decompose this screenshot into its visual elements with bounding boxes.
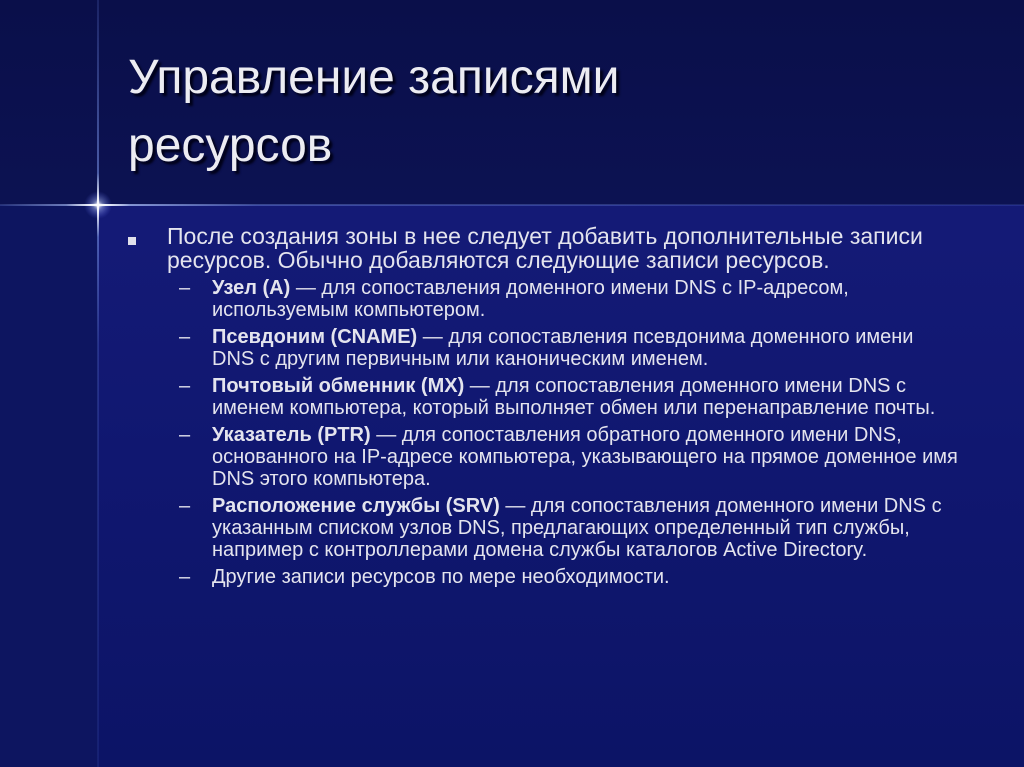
dash-icon: – bbox=[179, 326, 191, 348]
intro-text: После создания зоны в нее следует добавить дополнительные записи ресурсов. Обычно добавляются следующие записи ресурсов. bbox=[167, 223, 923, 273]
item-description: — для сопоставления доменного имени DNS с указанным списком узлов DNS, предлагающих определенный тип службы, например с контроллерами домена службы каталогов Active Directory. bbox=[212, 495, 942, 561]
vertical-accent-line bbox=[97, 0, 99, 767]
main-bullet bbox=[128, 224, 958, 272]
horizontal-accent-line bbox=[0, 204, 1024, 206]
list-item bbox=[179, 424, 958, 490]
dash-icon: – bbox=[179, 277, 191, 299]
dash-icon: – bbox=[179, 375, 191, 397]
dash-icon: – bbox=[179, 566, 191, 588]
page-title bbox=[128, 44, 988, 180]
item-description: — для сопоставления обратного доменного имени DNS, основанного на IP-адресе компьютера, указывающего на прямое доменное имя DNS этого компьютера. bbox=[212, 424, 958, 490]
item-description: — для сопоставления псевдонима доменного имени DNS с другим первичным или каноническим именем. bbox=[212, 326, 914, 370]
item-description: — для сопоставления доменного имени DNS с IP-адресом, используемым компьютером. bbox=[212, 277, 849, 321]
list-item bbox=[179, 566, 958, 588]
item-description: Другие записи ресурсов по мере необходимости. bbox=[212, 566, 670, 588]
item-term: Указатель (PTR) bbox=[212, 424, 371, 446]
title-line-1: Управление записями bbox=[128, 51, 620, 104]
dash-icon: – bbox=[179, 495, 191, 517]
dash-icon: – bbox=[179, 424, 191, 446]
item-term: Почтовый обменник (MX) bbox=[212, 375, 465, 397]
record-type-list bbox=[179, 277, 958, 588]
list-item bbox=[179, 495, 958, 561]
item-term: Псевдоним (CNAME) bbox=[212, 326, 418, 348]
square-bullet-icon bbox=[128, 237, 136, 245]
title-line-2: ресурсов bbox=[128, 119, 333, 172]
item-description: — для сопоставления доменного имени DNS с именем компьютера, который выполняет обмен или перенаправление почты. bbox=[212, 375, 936, 419]
item-term: Расположение службы (SRV) bbox=[212, 495, 500, 517]
list-item bbox=[179, 326, 958, 370]
list-item bbox=[179, 375, 958, 419]
item-term: Узел (A) bbox=[212, 277, 291, 299]
list-item bbox=[179, 277, 958, 321]
slide-content bbox=[128, 224, 958, 593]
